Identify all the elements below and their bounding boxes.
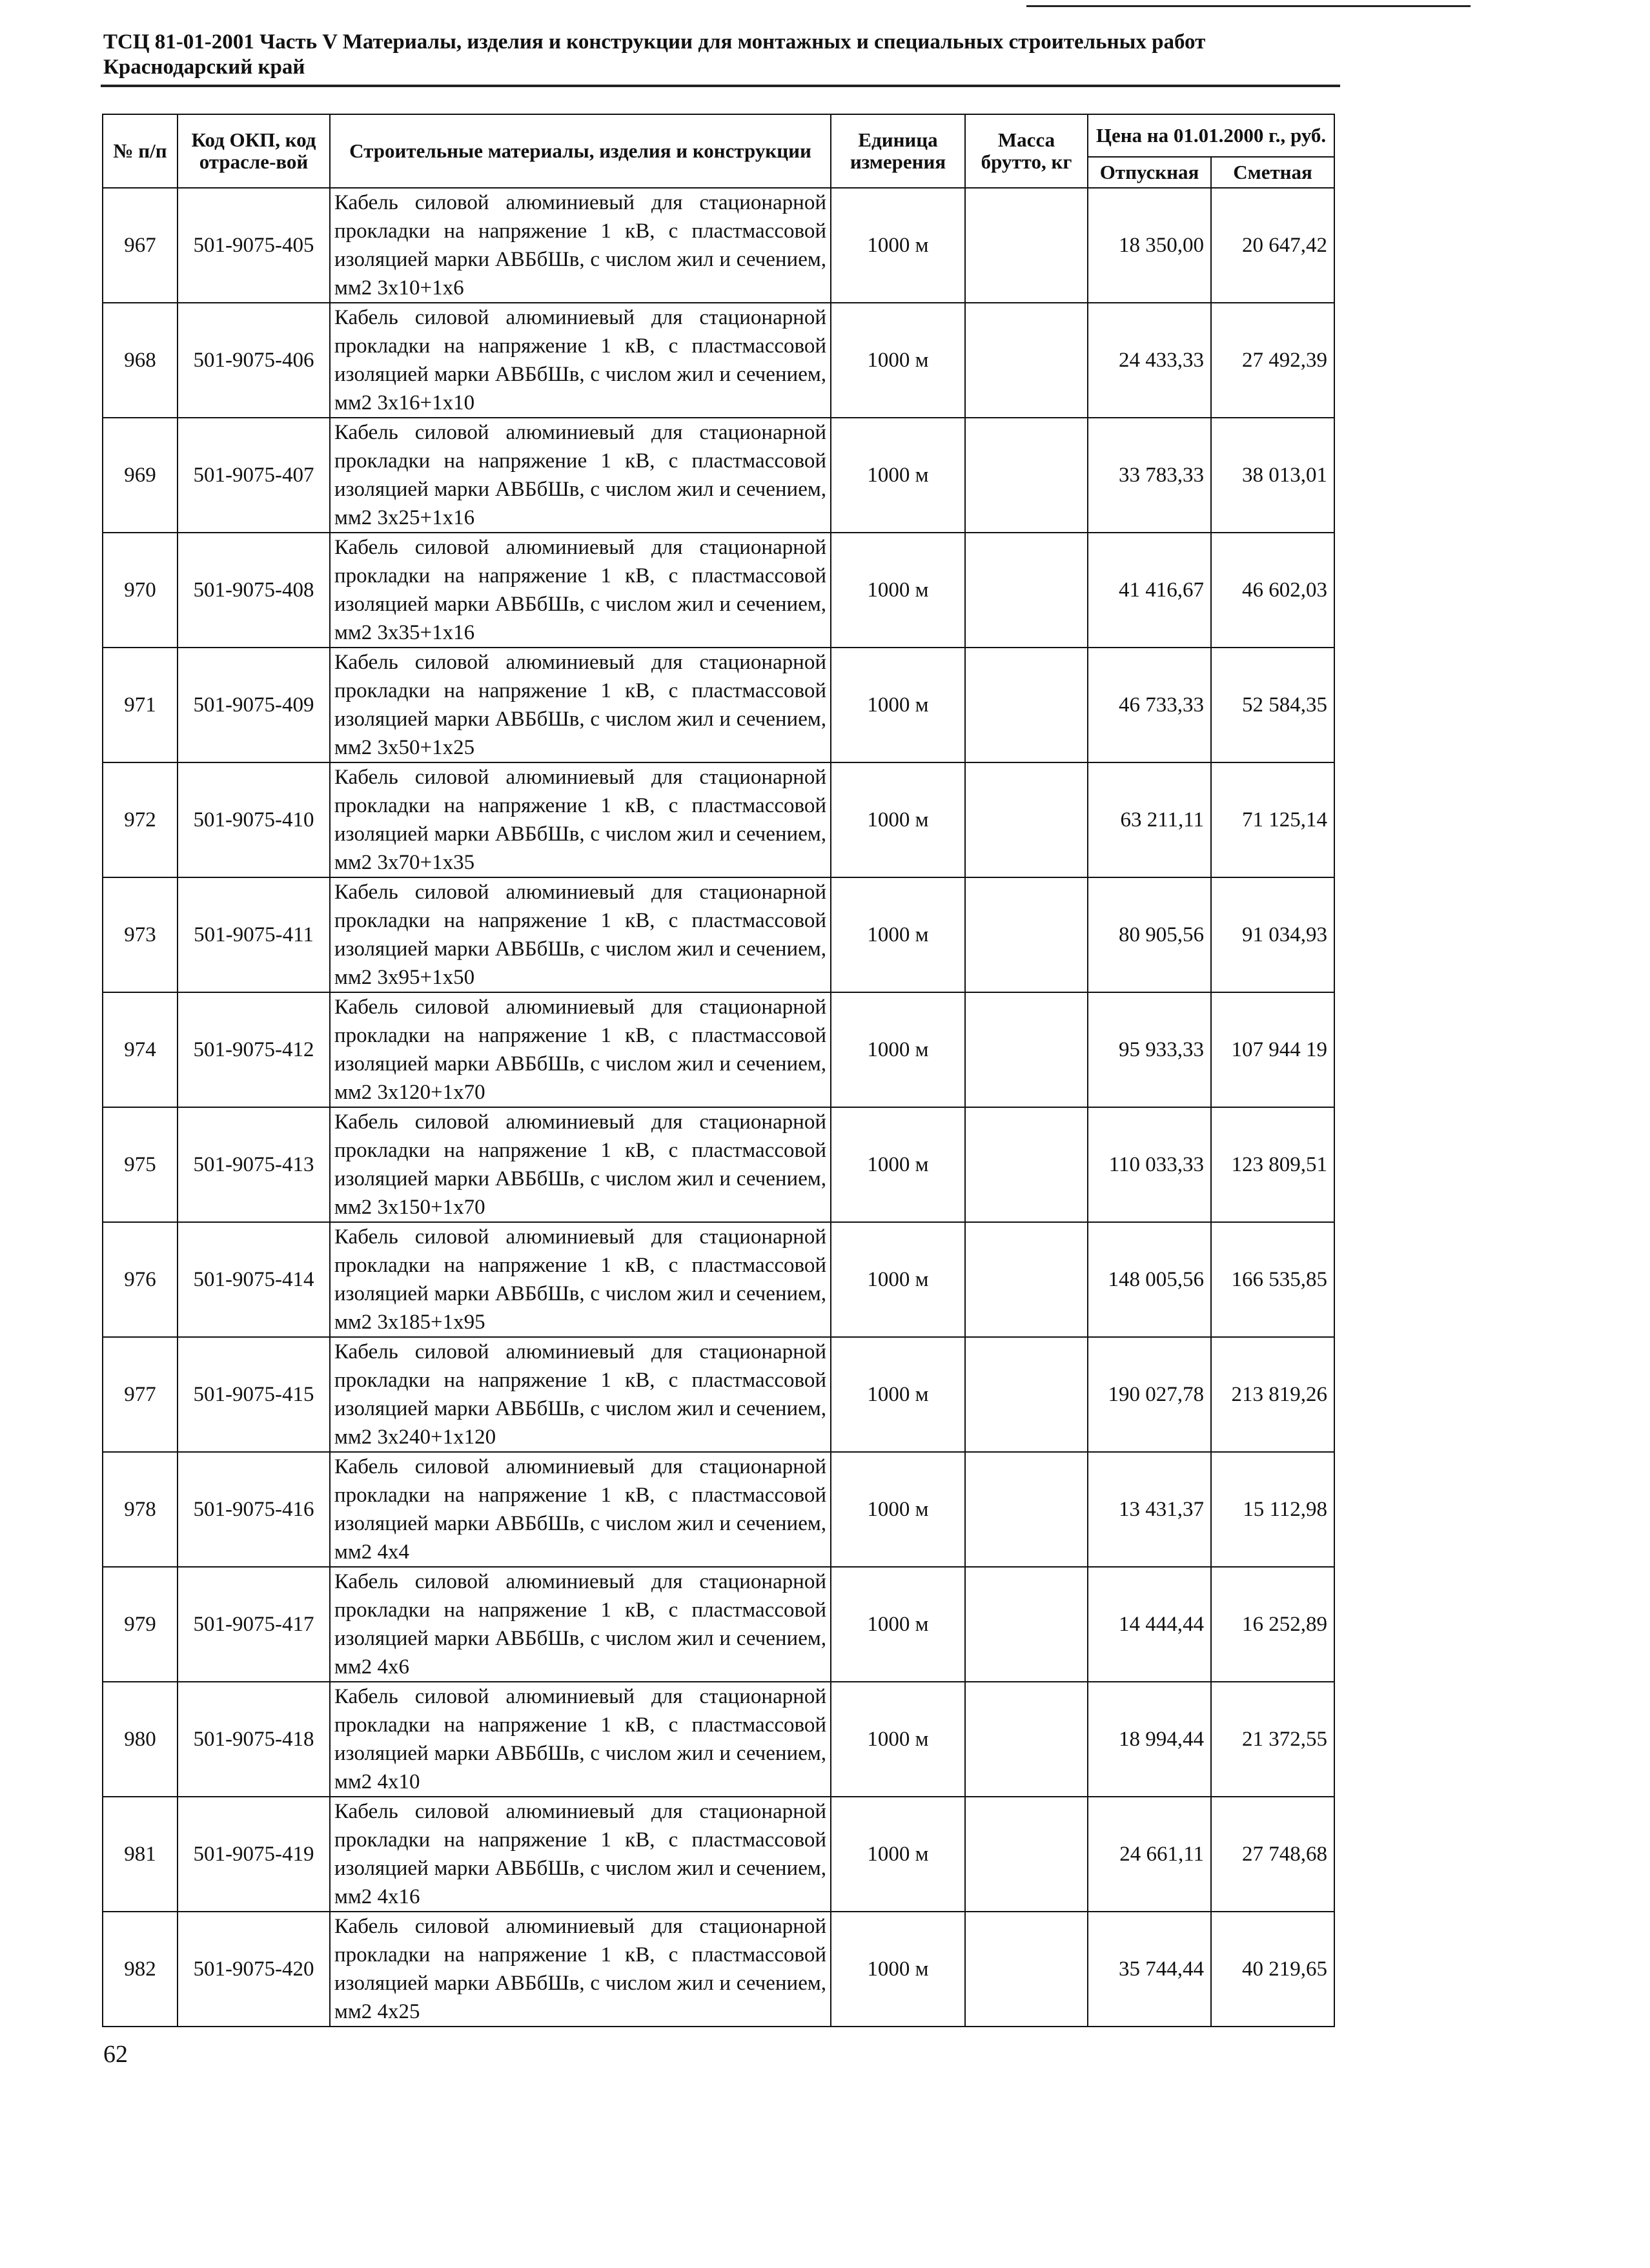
header-title: ТСЦ 81-01-2001 Часть V Материалы, изделия и конструкции для монтажных и специальных строительных работ bbox=[103, 30, 1206, 54]
cell-mass bbox=[965, 648, 1088, 762]
cell-code: 501-9075-406 bbox=[178, 303, 330, 418]
price-table bbox=[102, 114, 1335, 2027]
cell-description: Кабель силовой алюминиевый для стационарной прокладки на напряжение 1 кВ, с пластмассовой изоляцией марки АВБбШв, с числом жил и сечением, мм2 4х6 bbox=[330, 1567, 831, 1682]
cell-price-release: 18 994,44 bbox=[1088, 1682, 1211, 1797]
cell-code: 501-9075-419 bbox=[178, 1797, 330, 1912]
page-number: 62 bbox=[103, 2041, 128, 2068]
table-row bbox=[103, 303, 1334, 418]
cell-price-estimate: 27 492,39 bbox=[1211, 303, 1334, 418]
cell-price-estimate: 20 647,42 bbox=[1211, 188, 1334, 303]
cell-price-release: 18 350,00 bbox=[1088, 188, 1211, 303]
cell-description: Кабель силовой алюминиевый для стационарной прокладки на напряжение 1 кВ, с пластмассовой изоляцией марки АВБбШв, с числом жил и сечением, мм2 3х240+1х120 bbox=[330, 1337, 831, 1452]
cell-unit: 1000 м bbox=[831, 648, 965, 762]
cell-mass bbox=[965, 533, 1088, 648]
cell-unit: 1000 м bbox=[831, 1107, 965, 1222]
cell-num: 976 bbox=[103, 1222, 178, 1337]
cell-price-estimate: 38 013,01 bbox=[1211, 418, 1334, 533]
cell-num: 974 bbox=[103, 992, 178, 1107]
cell-code: 501-9075-414 bbox=[178, 1222, 330, 1337]
cell-price-release: 33 783,33 bbox=[1088, 418, 1211, 533]
table-row bbox=[103, 1912, 1334, 2027]
cell-price-estimate: 123 809,51 bbox=[1211, 1107, 1334, 1222]
table-row bbox=[103, 418, 1334, 533]
table-row bbox=[103, 1337, 1334, 1452]
top-rule bbox=[1026, 5, 1471, 7]
cell-num: 968 bbox=[103, 303, 178, 418]
cell-num: 970 bbox=[103, 533, 178, 648]
cell-description: Кабель силовой алюминиевый для стационарной прокладки на напряжение 1 кВ, с пластмассовой изоляцией марки АВБбШв, с числом жил и сечением, мм2 3х16+1х10 bbox=[330, 303, 831, 418]
col-header-mass: Масса брутто, кг bbox=[965, 114, 1088, 188]
table-row bbox=[103, 1222, 1334, 1337]
cell-num: 981 bbox=[103, 1797, 178, 1912]
cell-price-estimate: 166 535,85 bbox=[1211, 1222, 1334, 1337]
table-row bbox=[103, 877, 1334, 992]
cell-description: Кабель силовой алюминиевый для стационарной прокладки на напряжение 1 кВ, с пластмассовой изоляцией марки АВБбШв, с числом жил и сечением, мм2 3х120+1х70 bbox=[330, 992, 831, 1107]
cell-description: Кабель силовой алюминиевый для стационарной прокладки на напряжение 1 кВ, с пластмассовой изоляцией марки АВБбШв, с числом жил и сечением, мм2 3х185+1х95 bbox=[330, 1222, 831, 1337]
cell-price-release: 80 905,56 bbox=[1088, 877, 1211, 992]
table-row bbox=[103, 992, 1334, 1107]
cell-unit: 1000 м bbox=[831, 1222, 965, 1337]
cell-price-release: 63 211,11 bbox=[1088, 762, 1211, 877]
cell-code: 501-9075-412 bbox=[178, 992, 330, 1107]
cell-num: 977 bbox=[103, 1337, 178, 1452]
table-row bbox=[103, 1567, 1334, 1682]
cell-price-release: 14 444,44 bbox=[1088, 1567, 1211, 1682]
cell-unit: 1000 м bbox=[831, 188, 965, 303]
cell-price-estimate: 213 819,26 bbox=[1211, 1337, 1334, 1452]
cell-mass bbox=[965, 303, 1088, 418]
cell-description: Кабель силовой алюминиевый для стационарной прокладки на напряжение 1 кВ, с пластмассовой изоляцией марки АВБбШв, с числом жил и сечением, мм2 3х10+1х6 bbox=[330, 188, 831, 303]
cell-price-estimate: 52 584,35 bbox=[1211, 648, 1334, 762]
cell-num: 967 bbox=[103, 188, 178, 303]
cell-price-release: 190 027,78 bbox=[1088, 1337, 1211, 1452]
cell-mass bbox=[965, 1107, 1088, 1222]
cell-num: 978 bbox=[103, 1452, 178, 1567]
cell-num: 975 bbox=[103, 1107, 178, 1222]
cell-unit: 1000 м bbox=[831, 762, 965, 877]
cell-price-estimate: 46 602,03 bbox=[1211, 533, 1334, 648]
cell-code: 501-9075-420 bbox=[178, 1912, 330, 2027]
cell-mass bbox=[965, 418, 1088, 533]
col-header-unit: Единица измерения bbox=[831, 114, 965, 188]
table-row bbox=[103, 1452, 1334, 1567]
cell-price-release: 13 431,37 bbox=[1088, 1452, 1211, 1567]
cell-mass bbox=[965, 1337, 1088, 1452]
cell-num: 973 bbox=[103, 877, 178, 992]
cell-num: 980 bbox=[103, 1682, 178, 1797]
col-header-name: Строительные материалы, изделия и конструкции bbox=[330, 114, 831, 188]
cell-price-estimate: 16 252,89 bbox=[1211, 1567, 1334, 1682]
cell-code: 501-9075-418 bbox=[178, 1682, 330, 1797]
cell-num: 969 bbox=[103, 418, 178, 533]
cell-unit: 1000 м bbox=[831, 1452, 965, 1567]
cell-mass bbox=[965, 992, 1088, 1107]
cell-description: Кабель силовой алюминиевый для стационарной прокладки на напряжение 1 кВ, с пластмассовой изоляцией марки АВБбШв, с числом жил и сечением, мм2 4х16 bbox=[330, 1797, 831, 1912]
cell-num: 972 bbox=[103, 762, 178, 877]
header-region: Краснодарский край bbox=[103, 56, 305, 79]
table-row bbox=[103, 1797, 1334, 1912]
table-row bbox=[103, 648, 1334, 762]
cell-description: Кабель силовой алюминиевый для стационарной прокладки на напряжение 1 кВ, с пластмассовой изоляцией марки АВБбШв, с числом жил и сечением, мм2 4х10 bbox=[330, 1682, 831, 1797]
table-row bbox=[103, 762, 1334, 877]
cell-description: Кабель силовой алюминиевый для стационарной прокладки на напряжение 1 кВ, с пластмассовой изоляцией марки АВБбШв, с числом жил и сечением, мм2 4х4 bbox=[330, 1452, 831, 1567]
table-body bbox=[103, 188, 1334, 2027]
col-header-num: № п/п bbox=[103, 114, 178, 188]
cell-price-estimate: 107 944 19 bbox=[1211, 992, 1334, 1107]
cell-mass bbox=[965, 877, 1088, 992]
cell-mass bbox=[965, 188, 1088, 303]
cell-price-estimate: 71 125,14 bbox=[1211, 762, 1334, 877]
cell-mass bbox=[965, 1682, 1088, 1797]
cell-price-release: 46 733,33 bbox=[1088, 648, 1211, 762]
cell-unit: 1000 м bbox=[831, 1337, 965, 1452]
cell-mass bbox=[965, 1912, 1088, 2027]
cell-description: Кабель силовой алюминиевый для стационарной прокладки на напряжение 1 кВ, с пластмассовой изоляцией марки АВБбШв, с числом жил и сечением, мм2 3х95+1х50 bbox=[330, 877, 831, 992]
cell-price-release: 95 933,33 bbox=[1088, 992, 1211, 1107]
cell-price-release: 24 433,33 bbox=[1088, 303, 1211, 418]
cell-unit: 1000 м bbox=[831, 303, 965, 418]
cell-description: Кабель силовой алюминиевый для стационарной прокладки на напряжение 1 кВ, с пластмассовой изоляцией марки АВБбШв, с числом жил и сечением, мм2 3х25+1х16 bbox=[330, 418, 831, 533]
cell-code: 501-9075-408 bbox=[178, 533, 330, 648]
cell-code: 501-9075-417 bbox=[178, 1567, 330, 1682]
col-header-price-estimate: Сметная bbox=[1211, 157, 1334, 188]
table-header bbox=[103, 114, 1334, 188]
cell-unit: 1000 м bbox=[831, 1912, 965, 2027]
cell-num: 979 bbox=[103, 1567, 178, 1682]
cell-mass bbox=[965, 762, 1088, 877]
cell-unit: 1000 м bbox=[831, 1682, 965, 1797]
cell-code: 501-9075-416 bbox=[178, 1452, 330, 1567]
cell-code: 501-9075-410 bbox=[178, 762, 330, 877]
cell-description: Кабель силовой алюминиевый для стационарной прокладки на напряжение 1 кВ, с пластмассовой изоляцией марки АВБбШв, с числом жил и сечением, мм2 3х70+1х35 bbox=[330, 762, 831, 877]
cell-num: 971 bbox=[103, 648, 178, 762]
cell-code: 501-9075-405 bbox=[178, 188, 330, 303]
cell-price-estimate: 40 219,65 bbox=[1211, 1912, 1334, 2027]
cell-mass bbox=[965, 1567, 1088, 1682]
cell-price-release: 41 416,67 bbox=[1088, 533, 1211, 648]
header-rule bbox=[101, 85, 1340, 87]
cell-price-estimate: 91 034,93 bbox=[1211, 877, 1334, 992]
cell-unit: 1000 м bbox=[831, 992, 965, 1107]
cell-unit: 1000 м bbox=[831, 1797, 965, 1912]
cell-price-release: 148 005,56 bbox=[1088, 1222, 1211, 1337]
cell-description: Кабель силовой алюминиевый для стационарной прокладки на напряжение 1 кВ, с пластмассовой изоляцией марки АВБбШв, с числом жил и сечением, мм2 3х50+1х25 bbox=[330, 648, 831, 762]
table-row bbox=[103, 1682, 1334, 1797]
cell-unit: 1000 м bbox=[831, 533, 965, 648]
table-row bbox=[103, 1107, 1334, 1222]
cell-mass bbox=[965, 1797, 1088, 1912]
cell-num: 982 bbox=[103, 1912, 178, 2027]
col-header-price-release: Отпускная bbox=[1088, 157, 1211, 188]
cell-price-estimate: 27 748,68 bbox=[1211, 1797, 1334, 1912]
document-header bbox=[103, 30, 1349, 80]
cell-mass bbox=[965, 1452, 1088, 1567]
cell-description: Кабель силовой алюминиевый для стационарной прокладки на напряжение 1 кВ, с пластмассовой изоляцией марки АВБбШв, с числом жил и сечением, мм2 3х150+1х70 bbox=[330, 1107, 831, 1222]
cell-mass bbox=[965, 1222, 1088, 1337]
cell-unit: 1000 м bbox=[831, 418, 965, 533]
col-header-price-group: Цена на 01.01.2000 г., руб. bbox=[1088, 114, 1334, 157]
cell-code: 501-9075-409 bbox=[178, 648, 330, 762]
cell-code: 501-9075-411 bbox=[178, 877, 330, 992]
table-row bbox=[103, 188, 1334, 303]
cell-code: 501-9075-413 bbox=[178, 1107, 330, 1222]
cell-description: Кабель силовой алюминиевый для стационарной прокладки на напряжение 1 кВ, с пластмассовой изоляцией марки АВБбШв, с числом жил и сечением, мм2 3х35+1х16 bbox=[330, 533, 831, 648]
cell-price-estimate: 15 112,98 bbox=[1211, 1452, 1334, 1567]
cell-unit: 1000 м bbox=[831, 877, 965, 992]
col-header-code: Код ОКП, код отрасле-вой bbox=[178, 114, 330, 188]
table-row bbox=[103, 533, 1334, 648]
cell-description: Кабель силовой алюминиевый для стационарной прокладки на напряжение 1 кВ, с пластмассовой изоляцией марки АВБбШв, с числом жил и сечением, мм2 4х25 bbox=[330, 1912, 831, 2027]
cell-price-estimate: 21 372,55 bbox=[1211, 1682, 1334, 1797]
cell-code: 501-9075-407 bbox=[178, 418, 330, 533]
cell-price-release: 110 033,33 bbox=[1088, 1107, 1211, 1222]
cell-price-release: 35 744,44 bbox=[1088, 1912, 1211, 2027]
cell-unit: 1000 м bbox=[831, 1567, 965, 1682]
cell-code: 501-9075-415 bbox=[178, 1337, 330, 1452]
cell-price-release: 24 661,11 bbox=[1088, 1797, 1211, 1912]
